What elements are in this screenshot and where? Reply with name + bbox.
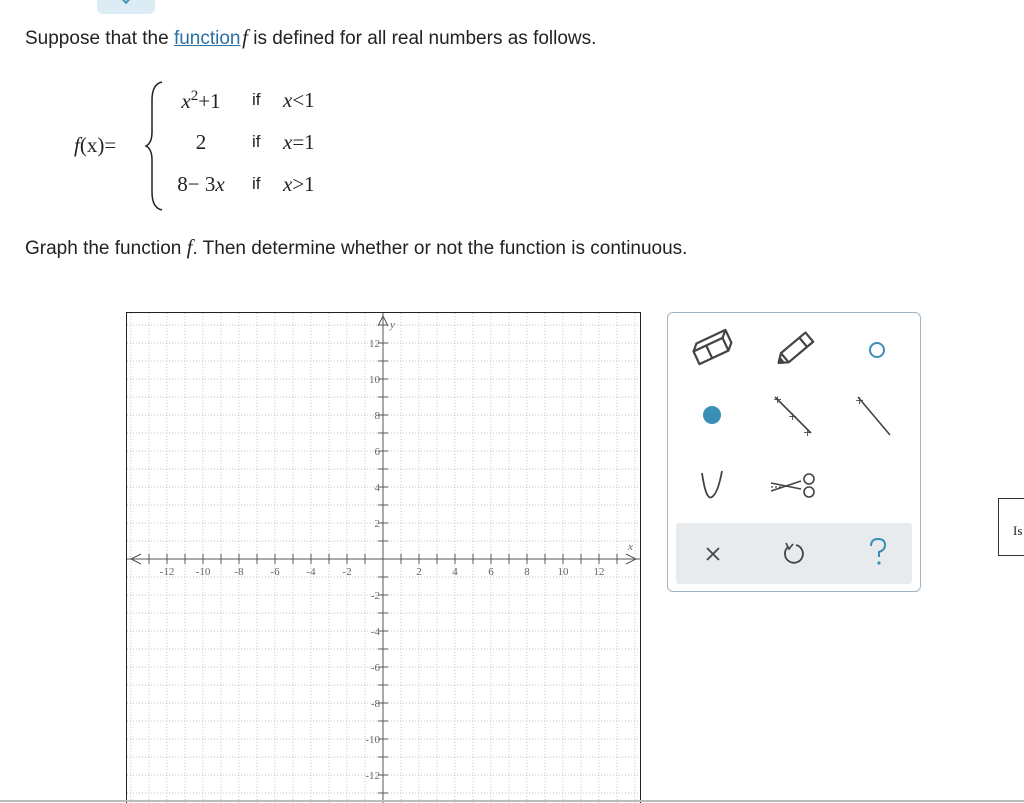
x-tick-label: -6 <box>270 566 280 578</box>
closed-point-icon <box>676 383 746 443</box>
help-button[interactable] <box>843 523 913 584</box>
x-tick-label: -12 <box>159 566 175 578</box>
y-tick-label: 12 <box>369 338 380 350</box>
parabola-tool[interactable] <box>676 453 746 513</box>
undo-icon <box>760 523 830 584</box>
intro-text-end: is defined for all real numbers as follows. <box>247 28 597 49</box>
line-segment-icon <box>759 383 829 443</box>
pencil-icon <box>759 317 829 377</box>
point-tool[interactable] <box>676 383 746 443</box>
x-tick-label: 6 <box>488 566 494 578</box>
scissors-tool[interactable] <box>759 453 829 513</box>
x-tick-label: 10 <box>557 566 569 578</box>
clear-button[interactable] <box>677 523 747 584</box>
x-tick-label: 12 <box>593 566 605 578</box>
svg-text:+: + <box>773 393 783 406</box>
y-tick-label: -10 <box>365 734 380 746</box>
x-tick-label: 4 <box>452 566 458 578</box>
function-link[interactable]: function <box>173 28 241 49</box>
instruction: Graph the function f. Then determine whether or not the function is continuous. <box>25 235 688 259</box>
eraser-icon <box>676 317 746 377</box>
eraser-tool[interactable] <box>676 317 746 377</box>
y-tick-label: 6 <box>374 446 380 458</box>
x-axis-label: x <box>628 541 633 553</box>
y-tick-label: 8 <box>374 410 380 422</box>
x-tick-label: -10 <box>195 566 211 578</box>
scissors-icon <box>759 453 829 513</box>
y-tick-label: -4 <box>370 626 380 638</box>
y-tick-label: -8 <box>370 698 380 710</box>
graph-toolbox <box>667 312 921 592</box>
x-tick-label: 8 <box>524 566 530 578</box>
collapse-tab[interactable] <box>97 0 155 14</box>
ray-icon <box>842 383 912 443</box>
clear-icon <box>677 523 747 584</box>
pencil-tool[interactable] <box>759 317 829 377</box>
problem-intro <box>25 25 596 50</box>
y-tick-label: -12 <box>365 770 380 782</box>
intro-f: f <box>242 25 248 49</box>
coordinate-plane[interactable] <box>127 313 640 803</box>
x-tick-label: -4 <box>306 566 316 578</box>
y-tick-label: -2 <box>370 590 380 602</box>
y-tick-label: -6 <box>370 662 380 674</box>
chevron-down-icon <box>119 0 133 4</box>
parabola-icon <box>676 453 746 513</box>
y-tick-label: 10 <box>369 374 380 386</box>
svg-text:+: + <box>788 410 798 423</box>
fx-label: f(x)= <box>74 133 117 157</box>
side-panel-label: Is <box>1013 523 1023 538</box>
help-icon <box>843 523 913 584</box>
piecewise-definition: f(x)= $x^2+1$ if x<1 2 if x=1 8− 3x if x>1 <box>74 76 374 216</box>
x-tick-label: -8 <box>234 566 244 578</box>
side-panel-tab[interactable] <box>998 498 1024 556</box>
y-tick-label: 4 <box>374 482 380 494</box>
undo-button[interactable] <box>760 523 830 584</box>
line-segment-tool[interactable] <box>759 383 829 443</box>
open-circle-icon <box>842 317 912 377</box>
svg-text:+: + <box>855 394 865 407</box>
intro-text-start: Suppose that the <box>25 28 174 49</box>
x-tick-label: 2 <box>416 566 422 578</box>
open-circle-tool[interactable] <box>842 317 912 377</box>
svg-text:+: + <box>803 426 813 439</box>
graph-canvas[interactable] <box>126 312 641 803</box>
ray-tool[interactable] <box>842 383 912 443</box>
action-bar <box>676 523 912 584</box>
brace-icon <box>144 80 166 212</box>
y-tick-label: 2 <box>374 518 380 530</box>
y-axis-label: y <box>390 319 395 331</box>
x-tick-label: -2 <box>342 566 352 578</box>
